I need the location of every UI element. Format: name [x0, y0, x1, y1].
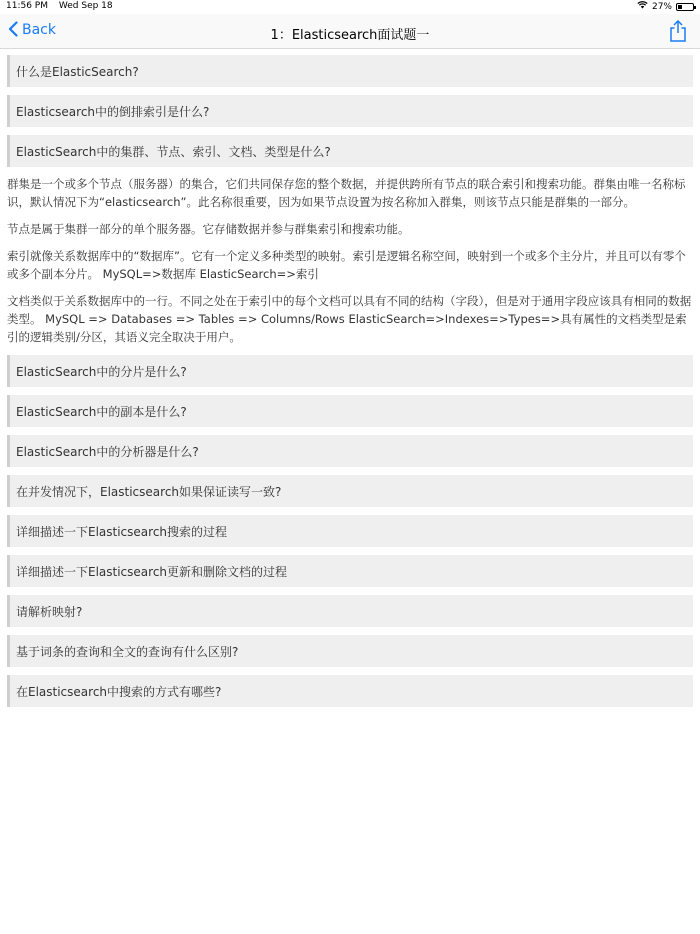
status-right — [637, 1, 694, 12]
question-item[interactable]: ElasticSearch中的副本是什么? — [7, 395, 693, 427]
question-item[interactable]: Elasticsearch中的倒排索引是什么? — [7, 95, 693, 127]
navigation-bar — [0, 14, 700, 49]
wifi-icon — [637, 1, 648, 12]
page-title: 1：Elasticsearch面试题一 — [270, 28, 430, 43]
status-time: 11:56 PM — [6, 1, 48, 11]
question-item-expanded[interactable]: ElasticSearch中的集群、节点、索引、文档、类型是什么? — [7, 135, 693, 167]
question-item[interactable]: 详细描述一下Elasticsearch更新和删除文档的过程 — [7, 555, 693, 587]
question-item[interactable]: 基于词条的查询和全文的查询有什么区别? — [7, 635, 693, 667]
battery-fill — [678, 5, 682, 9]
question-item[interactable]: 什么是ElasticSearch? — [7, 55, 693, 87]
content — [0, 55, 700, 715]
question-item[interactable]: ElasticSearch中的分片是什么? — [7, 355, 693, 387]
question-item[interactable]: 请解析映射? — [7, 595, 693, 627]
back-label: Back — [22, 22, 56, 38]
battery-icon — [676, 3, 694, 11]
status-left — [6, 1, 113, 11]
answer-paragraph: 索引就像关系数据库中的“数据库”。它有一个定义多种类型的映射。索引是逻辑名称空间，映射到一个或多个主分片，并且可以有零个或多个副本分片。 MySQL=>数据库 ElasticSearch=>索引 — [7, 249, 686, 281]
question-item[interactable]: 详细描述一下Elasticsearch搜索的过程 — [7, 515, 693, 547]
answer-paragraph: 群集是一个或多个节点（服务器）的集合，它们共同保存您的整个数据，并提供跨所有节点的联合索引和搜索功能。群集由唯一名称标识，默认情况下为“elasticsearch”。此名称很重要，因为如果节点设置为按名称加入群集，则该节点只能是群集的一部分。 — [7, 177, 686, 209]
answer-paragraph: 节点是属于集群一部分的单个服务器。它存储数据并参与群集索引和搜索功能。 — [7, 222, 410, 236]
question-item[interactable]: 在并发情况下，Elasticsearch如果保证读写一致? — [7, 475, 693, 507]
share-icon[interactable] — [668, 20, 688, 42]
question-item[interactable]: ElasticSearch中的分析器是什么? — [7, 435, 693, 467]
status-date: Wed Sep 18 — [58, 1, 113, 11]
answer-panel — [7, 175, 693, 346]
answer-paragraph: 文档类似于关系数据库中的一行。不同之处在于索引中的每个文档可以具有不同的结构（字段），但是对于通用字段应该具有相同的数据类型。 MySQL => Databases => Tables => Columns/Rows ElasticSearch=>Indexes=>Types=>具有属性的文档类型是索引的逻辑类别/分区，其语义完全取决于用户。 — [7, 294, 692, 344]
battery-percent: 27% — [651, 1, 672, 12]
status-bar — [0, 0, 700, 14]
question-item[interactable]: 在Elasticsearch中搜索的方式有哪些? — [7, 675, 693, 707]
